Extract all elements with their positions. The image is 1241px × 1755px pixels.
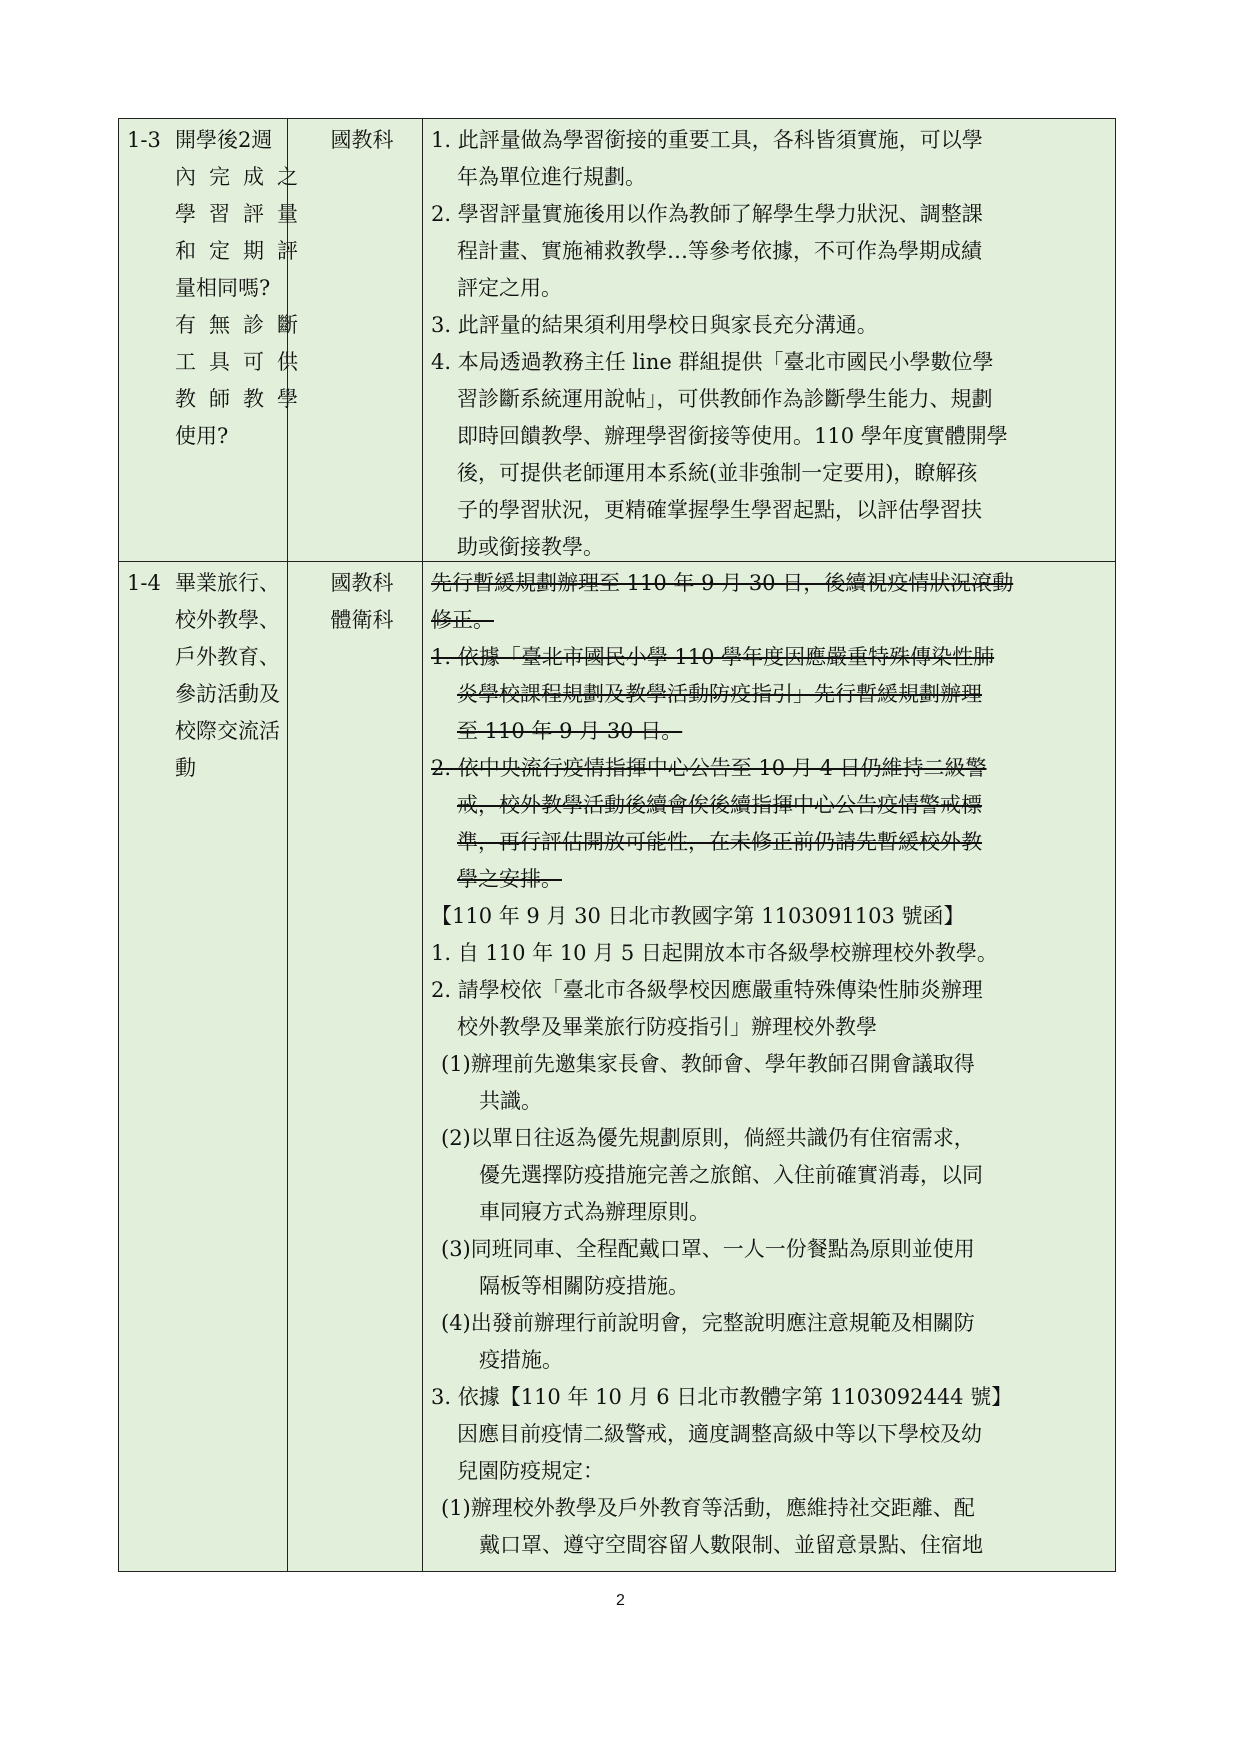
- content-line: 評定之用。: [457, 276, 562, 300]
- struck-content-line: 準，再行評估開放可能性，在未修正前仍請先暫緩校外教: [457, 830, 982, 854]
- content-line: 共識。: [479, 1089, 542, 1113]
- content-line: 1. 自 110 年 10 月 5 日起開放本市各級學校辦理校外教學。: [431, 941, 998, 965]
- row-id: 1-4: [127, 571, 161, 595]
- content-line: 1. 此評量做為學習銜接的重要工具，各科皆須實施，可以學: [431, 128, 983, 152]
- content-line: 隔板等相關防疫措施。: [479, 1274, 689, 1298]
- item-line: 內完成之: [175, 165, 311, 189]
- column-divider: [422, 119, 423, 1571]
- content-line: 戴口罩、遵守空間容留人數限制、並留意景點、住宿地: [479, 1533, 983, 1557]
- row-1-3-unit-cell: [303, 122, 421, 159]
- content-line: 車同寢方式為辦理原則。: [479, 1200, 710, 1224]
- content-line: 2. 請學校依「臺北市各級學校因應嚴重特殊傳染性肺炎辦理: [431, 978, 983, 1002]
- item-line: 工具可供: [175, 350, 311, 374]
- item-line: 戶外教育、: [175, 645, 280, 669]
- content-line: 因應目前疫情二級警戒，適度調整高級中等以下學校及幼: [457, 1422, 982, 1446]
- content-line: 優先選擇防疫措施完善之旅館、入住前確實消毒，以同: [479, 1163, 983, 1187]
- content-line: 習診斷系統運用說帖」，可供教師作為診斷學生能力、規劃: [457, 387, 993, 411]
- struck-content-line: 修正。: [431, 608, 494, 632]
- content-line: 後，可提供老師運用本系統(並非強制一定要用)，瞭解孩: [457, 461, 978, 485]
- content-line: (1)辦理前先邀集家長會、教師會、學年教師召開會議取得: [441, 1052, 975, 1076]
- item-line: 動: [175, 756, 196, 780]
- content-line: (1)辦理校外教學及戶外教育等活動，應維持社交距離、配: [441, 1496, 975, 1520]
- document-table: [118, 118, 1116, 1572]
- content-line: 助或銜接教學。: [457, 535, 604, 559]
- content-line: (4)出發前辦理行前說明會，完整說明應注意規範及相關防: [441, 1311, 975, 1335]
- content-line: 3. 依據【110 年 10 月 6 日北市教體字第 1103092444 號】: [431, 1385, 1013, 1409]
- unit-line: 國教科: [330, 128, 394, 152]
- content-line: 即時回饋教學、辦理學習銜接等使用。110 學年度實體開學: [457, 424, 1008, 448]
- content-line: (2)以單日往返為優先規劃原則，倘經共識仍有住宿需求，: [441, 1126, 975, 1150]
- row-1-4-unit-cell: [303, 565, 421, 639]
- item-line: 開學後2週: [175, 128, 273, 152]
- content-line: 3. 此評量的結果須利用學校日與家長充分溝通。: [431, 313, 878, 337]
- struck-content-line: 先行暫緩規劃辦理至 110 年 9 月 30 日，後續視疫情狀況滾動: [431, 571, 1014, 595]
- content-line: 【110 年 9 月 30 日北市教國字第 1103091103 號函】: [431, 904, 965, 928]
- item-line: 使用?: [175, 424, 229, 448]
- unit-line: 國教科: [330, 571, 394, 595]
- content-line: 程計畫、實施補救教學…等參考依據，不可作為學期成績: [457, 239, 982, 263]
- content-line: 4. 本局透過教務主任 line 群組提供「臺北市國民小學數位學: [431, 350, 994, 374]
- item-line: 學習評量: [175, 202, 311, 226]
- row-1-3-content-cell: [431, 122, 1117, 566]
- struck-content-line: 學之安排。: [457, 867, 562, 891]
- struck-content-line: 2. 依中央流行疫情指揮中心公告至 10 月 4 日仍維持二級警: [431, 756, 987, 780]
- item-line: 有無診斷: [175, 313, 311, 337]
- row-1-3-item-cell: [127, 122, 311, 455]
- struck-content-line: 戒，校外教學活動後續會俟後續指揮中心公告疫情警戒標: [457, 793, 982, 817]
- page-number: 2: [616, 1592, 625, 1609]
- item-line: 量相同嗎?: [175, 276, 271, 300]
- item-line: 校外教學、: [175, 608, 280, 632]
- content-line: 校外教學及畢業旅行防疫指引」辦理校外教學: [457, 1015, 877, 1039]
- item-line: 校際交流活: [175, 719, 280, 743]
- content-line: 年為單位進行規劃。: [457, 165, 646, 189]
- item-line: 參訪活動及: [175, 682, 280, 706]
- struck-content-line: 至 110 年 9 月 30 日。: [457, 719, 683, 743]
- item-line: 和定期評: [175, 239, 311, 263]
- row-id: 1-3: [127, 128, 161, 152]
- struck-content-line: 炎學校課程規劃及教學活動防疫指引」先行暫緩規劃辦理: [457, 682, 982, 706]
- row-1-4-item-cell: [127, 565, 295, 787]
- content-line: 疫措施。: [479, 1348, 563, 1372]
- content-line: (3)同班同車、全程配戴口罩、一人一份餐點為原則並使用: [441, 1237, 975, 1261]
- content-line: 2. 學習評量實施後用以作為教師了解學生學力狀況、調整課: [431, 202, 983, 226]
- item-line: 教師教學: [175, 387, 311, 411]
- row-1-4-content-cell: [431, 565, 1117, 1564]
- struck-content-line: 1. 依據「臺北市國民小學 110 學年度因應嚴重特殊傳染性肺: [431, 645, 995, 669]
- content-line: 兒園防疫規定：: [457, 1459, 604, 1483]
- content-line: 子的學習狀況，更精確掌握學生學習起點，以評估學習扶: [457, 498, 982, 522]
- unit-line: 體衛科: [330, 608, 394, 632]
- item-line: 畢業旅行、: [175, 571, 280, 595]
